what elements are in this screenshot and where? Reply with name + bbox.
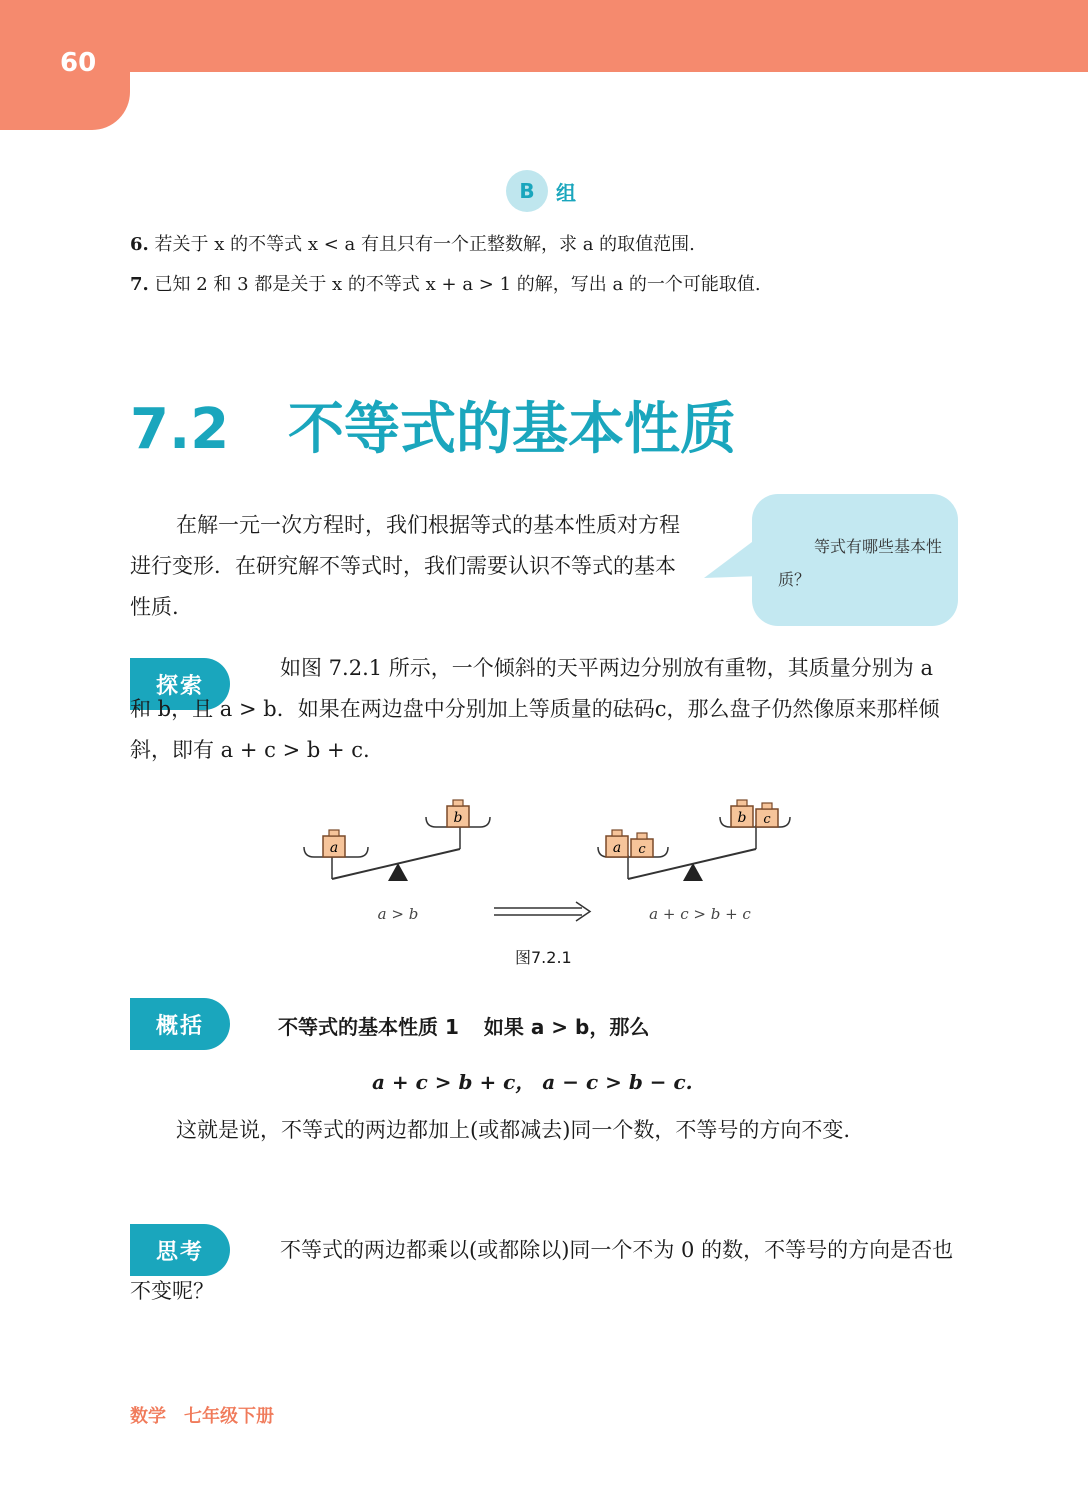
footer-book-title: 数学 七年级下册: [130, 1406, 274, 1427]
explore-paragraph: 如图 7.2.1 所示，一个倾斜的天平两边分别放有重物，其质量分别为 a 和 b，且 a > b．如果在两边盘中分别加上等质量的砝码c，那么盘子仍然像原来那样倾斜，即有 a + c > b + c.: [130, 656, 940, 762]
group-heading: [506, 170, 576, 212]
implies-arrow: [494, 902, 590, 921]
problem-7: [130, 270, 761, 296]
think-paragraph: 不等式的两边都乘以(或都除以)同一个不为 0 的数，不等号的方向是否也不变呢？: [130, 1238, 954, 1303]
section-title: [130, 385, 736, 465]
left-caption: a > b: [377, 905, 419, 923]
weight-c-label: c: [763, 812, 771, 827]
problem-number: 7.: [130, 274, 149, 295]
right-balance: [598, 800, 790, 881]
bubble-text: 等式有哪些基本性质？: [778, 537, 943, 589]
weight-c-label: c: [638, 842, 646, 857]
right-caption: a + c > b + c: [649, 905, 751, 923]
header-band: [0, 0, 1088, 72]
group-badge: B: [506, 170, 548, 212]
property-condition: 如果 a > b，那么: [483, 1015, 650, 1039]
explanation-paragraph: 这就是说，不等式的两边都加上(或都减去)同一个数，不等号的方向不变.: [176, 1118, 851, 1142]
property-title: 不等式的基本性质 1: [278, 1015, 459, 1039]
weight-b-label: b: [453, 810, 463, 826]
problem-text: 若关于 x 的不等式 x < a 有且只有一个正整数解，求 a 的取值范围.: [154, 234, 695, 255]
section-heading: 不等式的基本性质: [288, 397, 736, 462]
section-number: 7.2: [130, 397, 230, 462]
property-formula: a + c > b + c， a − c > b − c.: [372, 1070, 693, 1094]
problem-number: 6.: [130, 234, 149, 255]
left-balance: [304, 800, 490, 881]
explore-label: 探索: [130, 658, 230, 710]
group-label: 组: [556, 180, 576, 205]
figure-caption: 图7.2.1: [515, 948, 572, 967]
problem-6: [130, 230, 695, 256]
weight-b-label: b: [737, 810, 747, 826]
intro-paragraph: 在解一元一次方程时，我们根据等式的基本性质对方程进行变形．在研究解不等式时，我们需要认识不等式的基本性质.: [130, 513, 680, 619]
weight-a-label: a: [612, 840, 622, 856]
problem-text: 已知 2 和 3 都是关于 x 的不等式 x + a > 1 的解，写出 a 的一个可能取值.: [154, 274, 761, 295]
page-number: 60: [60, 48, 97, 78]
think-label: 思考: [130, 1224, 230, 1276]
property-statement: [278, 1011, 649, 1040]
weight-a-label: a: [329, 840, 339, 856]
summary-label: 概括: [130, 998, 230, 1050]
balance-figure: [300, 795, 800, 935]
